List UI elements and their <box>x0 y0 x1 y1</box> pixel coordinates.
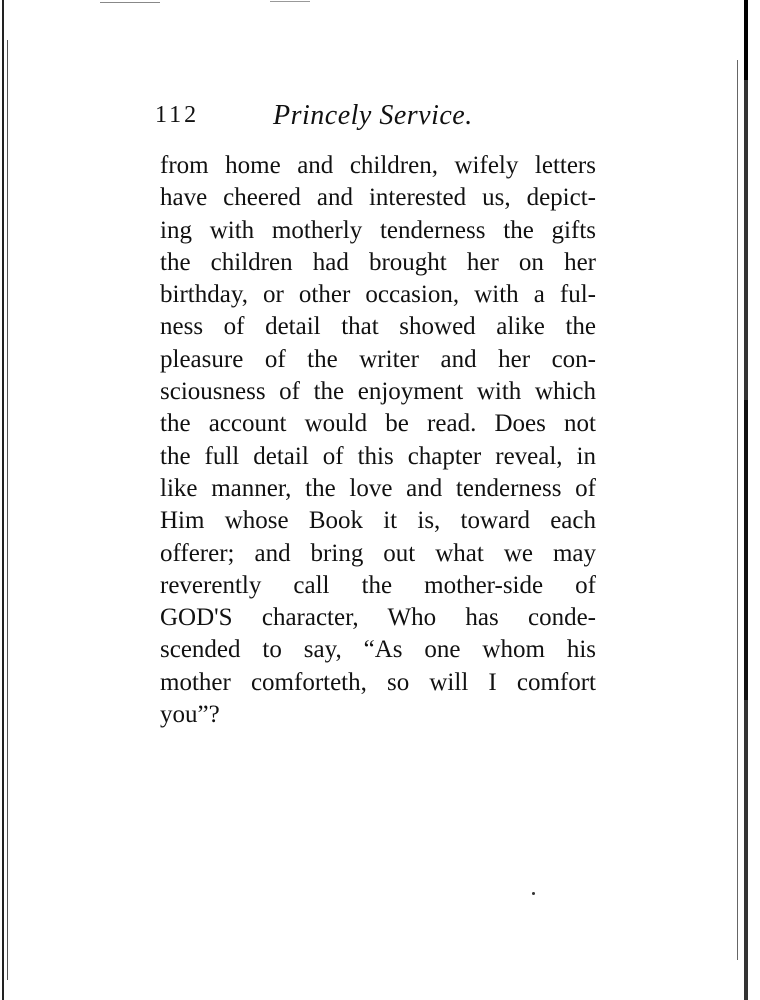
text-line: the children had brought her on her <box>160 248 596 276</box>
text-line: the account would be read. Does not <box>160 410 596 438</box>
text-line: Him whose Book it is, toward each <box>160 507 596 535</box>
text-line: sciousness of the enjoyment with which <box>160 378 596 406</box>
text-line: pleasure of the writer and her con- <box>160 345 596 373</box>
body-paragraph <box>160 150 596 731</box>
text-line: GOD'S character, Who has conde- <box>160 604 596 632</box>
scan-edge-right <box>744 0 748 1000</box>
text-line: ness of detail that showed alike the <box>160 313 596 341</box>
scan-edge-top <box>100 2 160 3</box>
text-line: the full detail of this chapter reveal, in <box>160 442 596 470</box>
text-line: ing with motherly tenderness the gifts <box>160 216 596 244</box>
text-line: reverently call the mother-side of <box>160 571 596 599</box>
text-line: birthday, or other occasion, with a ful- <box>160 281 596 309</box>
text-line: you”? <box>160 701 220 729</box>
scan-edge-top-mark <box>270 1 310 2</box>
text-line: scended to say, “As one whom his <box>160 636 596 664</box>
scan-edge-left-inner <box>7 40 8 980</box>
page-number: 112 <box>155 102 200 128</box>
text-line: like manner, the love and tenderness of <box>160 474 596 502</box>
scan-edge-right-inner <box>737 60 738 960</box>
text-line: offerer; and bring out what we may <box>160 539 596 567</box>
text-line: have cheered and interested us, depict- <box>160 184 596 212</box>
page-header <box>155 100 595 140</box>
scan-edge-left <box>2 0 4 1000</box>
text-line: from home and children, wifely letters <box>160 152 596 179</box>
running-title: Princely Service. <box>273 100 473 131</box>
text-line: mother comforteth, so will I comfort <box>160 668 596 696</box>
scan-speck <box>532 892 535 895</box>
